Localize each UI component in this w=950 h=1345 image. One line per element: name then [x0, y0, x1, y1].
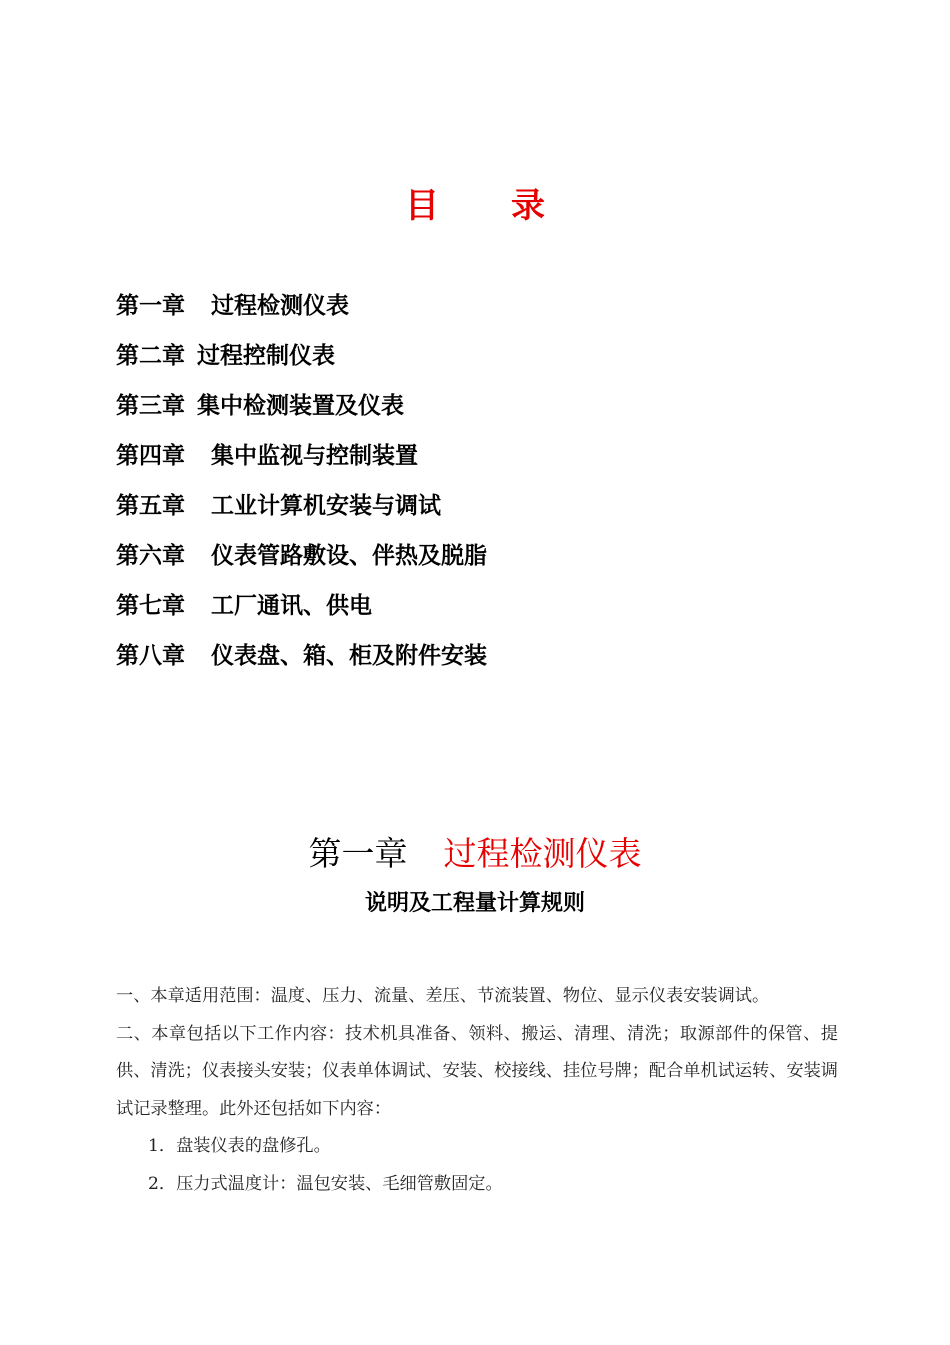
toc-chapter-number: 第四章 [116, 443, 185, 469]
toc-item[interactable] [116, 636, 836, 686]
scope-paragraph: 一、本章适用范围：温度、压力、流量、差压、节流装置、物位、显示仪表安装调试。 [116, 986, 770, 1006]
toc-title: 目录 [405, 186, 617, 226]
toc-chapter-number: 第五章 [116, 493, 185, 519]
list-item: 1．盘装仪表的盘修孔。 [148, 1136, 331, 1156]
toc-item[interactable] [116, 286, 836, 336]
toc-chapter-number: 第八章 [116, 643, 185, 669]
toc-chapter-number: 第七章 [116, 593, 185, 619]
chapter-heading [0, 830, 950, 878]
toc-item[interactable] [116, 486, 836, 536]
toc-chapter-title: 工厂通讯、供电 [211, 593, 372, 619]
toc-item[interactable] [116, 386, 836, 436]
work-content-paragraph: 二、本章包括以下工作内容：技术机具准备、领料、搬运、清理、清洗；取源部件的保管、提供、清洗；仪表接头安装；仪表单体调试、安装、校接线、挂位号牌；配合单机试运转、安装调试记录整理。此外还包括如下内容： [116, 1023, 838, 1119]
list-item: 2．压力式温度计：温包安装、毛细管敷固定。 [148, 1173, 503, 1194]
toc-chapter-title: 仪表盘、箱、柜及附件安装 [211, 643, 487, 669]
toc-chapter-title: 过程检测仪表 [211, 293, 349, 319]
toc-chapter-title: 过程控制仪表 [197, 343, 335, 369]
toc-chapter-number: 第三章 [116, 393, 185, 419]
chapter-name: 过程检测仪表 [443, 834, 642, 873]
chapter-body [116, 978, 838, 1203]
chapter-subtitle: 说明及工程量计算规则 [364, 891, 585, 916]
toc-item[interactable] [116, 336, 836, 386]
toc-item[interactable] [116, 536, 836, 586]
toc-chapter-title: 工业计算机安装与调试 [211, 493, 441, 519]
toc-chapter-number: 第一章 [116, 293, 185, 319]
toc-chapter-number: 第二章 [116, 343, 185, 369]
chapter-label: 第一章 [308, 834, 408, 873]
toc-item[interactable] [116, 436, 836, 486]
toc-list [116, 286, 836, 686]
toc-chapter-number: 第六章 [116, 543, 185, 569]
toc-chapter-title: 集中检测装置及仪表 [197, 393, 404, 419]
toc-chapter-title: 集中监视与控制装置 [211, 443, 418, 469]
toc-chapter-title: 仪表管路敷设、伴热及脱脂 [211, 543, 487, 569]
toc-item[interactable] [116, 586, 836, 636]
